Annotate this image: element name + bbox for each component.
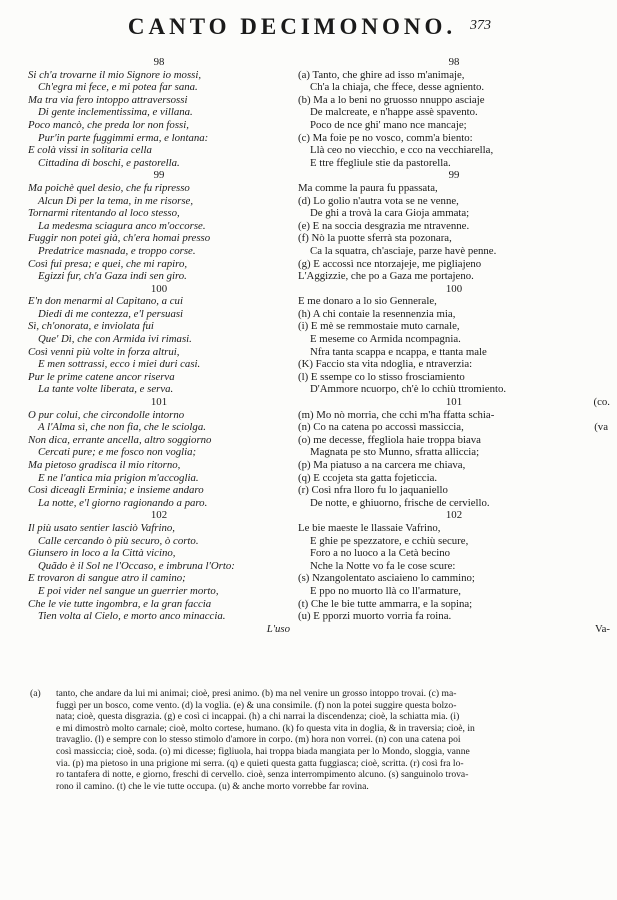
stanza-99 <box>28 169 290 282</box>
stanza-number: 101 <box>445 396 463 409</box>
verse-line: Tornarmi ritentando al loco stesso, <box>28 207 180 220</box>
stanza-102 <box>298 509 610 622</box>
stanza-101 <box>298 396 610 509</box>
verse-line: Giunsero in loco a la Città vicino, <box>28 547 176 560</box>
stanza-102 <box>28 509 290 622</box>
verse-line: Alcun Dì per la tema, in me risorse, <box>38 194 194 207</box>
verse-line: Così fui presa; e quei, che mi rapiro, <box>28 257 188 270</box>
verse-line: (o) me decesse, ffegliola haie troppa biava <box>298 433 481 446</box>
verse-line <box>298 421 610 434</box>
stanza-100 <box>298 283 610 396</box>
verse-line: Pur'in parte fuggimmi erma, e lontana: <box>38 131 209 144</box>
footnote-text: travaglio. (l) e sempre con lo stesso stimolo d'amore in corpo. (m) hora non vorrei. (n) con una catena poi <box>56 734 461 746</box>
footnote-line <box>30 781 614 793</box>
catchword: Va- <box>595 622 610 635</box>
footnote-line <box>30 711 614 723</box>
catchword: L'uso <box>266 622 290 635</box>
footnote-text: via. (p) ma pietoso in una prigione mi serra. (q) e quieti questa gatta fuggiasca; cioè, scritta. (r) così fra lo- <box>56 757 464 769</box>
verse-line: Egizzi fur, ch'a Gaza indi sen giro. <box>38 270 187 283</box>
verse-line: Predatrice masnada, e troppo corse. <box>38 244 196 257</box>
verse-line: E colà vissi in solitaria cella <box>28 144 152 157</box>
verse-line: E'n don menarmi al Capitano, a cui <box>28 295 183 308</box>
footnote-line <box>30 746 614 758</box>
stanza-number: 98 <box>153 56 165 68</box>
stanza-number: 98 <box>448 56 460 68</box>
verse-line-text: (n) Co na catena po accossì massiccia, <box>298 421 464 434</box>
stanza-number: 99 <box>153 169 165 182</box>
footnotes <box>30 688 614 792</box>
verse-line: Poco mancò, che preda lor non fossi, <box>28 118 189 131</box>
footnote-mark: (a) <box>30 688 41 699</box>
verse-line: E men sottrassi, ecco i miei duri casi. <box>38 358 201 371</box>
verse-line: Poco de nce ghi' mano nce mancaje; <box>310 118 467 131</box>
verse-line: Così diceagli Erminia; e insieme andaro <box>28 484 204 497</box>
verse-line: Si ch'a trovarne il mio Signore io mossi, <box>28 68 202 81</box>
italian-column <box>28 56 290 635</box>
verse-line: (c) Ma foie pe no vosco, comm'a biento: <box>298 131 473 144</box>
page-number: 373 <box>470 18 491 33</box>
verse-line: (q) E ccojeta sta gatta fojeticcia. <box>298 471 438 484</box>
stanza-100 <box>28 283 290 396</box>
catchword-row <box>298 623 610 636</box>
verse-line: Llà ceo no viecchio, e cco na vecchiarella, <box>310 144 494 157</box>
verse-line: La tante volte liberata, e serva. <box>38 383 174 396</box>
footnote-text: nata; cioè, questa disgrazia. (g) e così ci incappai. (h) a chi narrai la discendenza; cioè, la schiatta mia. (i) <box>56 711 460 723</box>
stanza-98 <box>298 56 610 169</box>
footnote-line <box>30 700 614 712</box>
verse-line: Magnata pe sto Munno, sfratta alliccia; <box>310 446 480 459</box>
verse-line: E trovaron di sangue atro il camino; <box>28 572 186 585</box>
verse-line: Di gente inclementissima, e villana. <box>38 106 193 119</box>
verse-line: Ma comme la paura fu ppassata, <box>298 181 438 194</box>
footnote-text: tanto, che andare da lui mi animai; cioè, presi animo. (b) ma nel venire un grosso intoppo trovai. (c) ma- <box>56 688 457 699</box>
verse-line: (s) Nzangolentato asciaieno lo cammino; <box>298 572 475 585</box>
verse-line <box>298 409 610 422</box>
verse-line: Nfra tanta scappa e ncappa, e ttanta male <box>310 345 487 358</box>
verse-line: L'Aggizzie, che po a Gaza me portajeno. <box>298 270 474 283</box>
dialect-column <box>298 56 610 635</box>
verse-line: (l) E ssempe co lo stisso frosciamiento <box>298 370 465 383</box>
stanza-number: 102 <box>150 509 168 522</box>
verse-line: Tien volta al Cielo, e morto anco minaccia. <box>38 610 226 623</box>
verse-line: E poi vider nel sangue un guerrier morto, <box>38 584 219 597</box>
turnover-word: (va <box>594 421 608 434</box>
verse-line-text: (m) Mo nò morria, che cchi m'ha ffatta schia- <box>298 408 495 421</box>
verse-line: De malcreate, e n'happe assè spavento. <box>310 106 478 119</box>
running-title: CANTO DECIMONONO. <box>127 14 457 39</box>
verse-line: Fuggir non potei già, ch'era homai presso <box>28 232 211 245</box>
verse-line: Ca la squatra, ch'asciaje, parze havè penne. <box>310 244 497 257</box>
verse-line: (K) Faccio sta vita ndoglia, e ntraverzia: <box>298 358 473 371</box>
verse-line: Che le vie tutte ingombra, e la gran faccia <box>28 597 212 610</box>
verse-line: Così venni più volte in forza altrui, <box>28 345 180 358</box>
verse-line: (h) A chi contaie la resennenzia mia, <box>298 307 456 320</box>
stanza-98 <box>28 56 290 169</box>
verse-line: Ch'a la chiaja, che ffece, desse agniento. <box>310 81 485 94</box>
verse-line: De ghi a trovà la cara Gioja ammata; <box>310 207 470 220</box>
verse-line: Que' Dì, che con Armida ivi rimasi. <box>38 333 192 346</box>
verse-line: Quãdo è il Sol ne l'Occaso, e imbruna l'Orto: <box>38 559 235 572</box>
verse-line: Ma pietoso gradisca il mio ritorno, <box>28 459 181 471</box>
verse-line: (i) E mè se remmostaie muto carnale, <box>298 320 460 333</box>
verse-line: (p) Ma piatuso a na carcera me chiava, <box>298 459 466 471</box>
stanza-99 <box>298 169 610 282</box>
verse-line: De notte, e ghiuorno, frische de cerviello. <box>310 496 490 509</box>
verse-line: Cittadina di boschi, e pastorella. <box>38 156 180 169</box>
footnote-text: rono il camino. (t) che le vie tutte occupa. (u) & anche morto vorrebbe far rovina. <box>56 780 369 792</box>
verse-line: (a) Tanto, che ghire ad isso m'animaje, <box>298 68 465 81</box>
verse-line: Ma tra via fero intoppo attraversossi <box>28 93 188 106</box>
footnote-line <box>30 688 614 700</box>
verse-line: Ch'egra mi fece, e mi potea far sana. <box>38 81 198 94</box>
verse-line: Sì, ch'onorata, e inviolata fui <box>28 320 154 333</box>
verse-line: Le bie maeste le llassaie Vafrino, <box>298 521 441 534</box>
verse-line: A l'Alma sì, che non fia, che le sciolga. <box>38 421 206 434</box>
verse-line: E ppo no muorto llà co ll'armature, <box>310 584 461 597</box>
stanza-number: 102 <box>445 509 463 522</box>
verse-line: Calle cercando ò più securo, ò corto. <box>38 534 199 547</box>
verse-line: Ma poichè quel desio, che fu ripresso <box>28 181 190 194</box>
verse-line: E ghie pe spezzatore, e cchiù secure, <box>310 534 469 547</box>
footnote-line <box>30 723 614 735</box>
verse-line: La medesma sciagura anco m'occorse. <box>38 219 206 232</box>
verse-line: E meseme co Armida ncompagnia. <box>310 333 461 346</box>
verse-line: Cercati pure; e me fosco non voglia; <box>38 446 197 459</box>
stanza-number: 100 <box>445 282 463 295</box>
verse-line: Il più usato sentier lasciò Vafrino, <box>28 521 175 534</box>
catchword-row <box>28 623 290 636</box>
verse-line: (b) Ma a lo beni no gruosso nnuppo asciaje <box>298 93 485 106</box>
verse-line: (e) E na soccia desgrazia me ntravenne. <box>298 219 470 232</box>
verse-line: E ne l'antica mia prigion m'accoglia. <box>38 471 199 484</box>
footnote-text: e mi dimostrò molto carnale; cioè, molto cortese, humano. (k) fo questa vita in doglia, & in traversia; cioè, in <box>56 722 475 734</box>
stanza-101 <box>28 396 290 509</box>
footnote-line <box>30 758 614 770</box>
footnote-line <box>30 769 614 781</box>
catchword: (co. <box>593 396 610 409</box>
footnote-text: ro tantafera di notte, e giorno, freschi di cervello. cioè, senza interrompimento alcuno. (s) sanguinolo trova- <box>56 769 469 781</box>
verse-line: E me donaro a lo sio Gennerale, <box>298 295 437 308</box>
stanza-number: 100 <box>150 282 168 295</box>
footnote-text: così massiccia; cioè, soda. (o) mi dicesse; figliuola, hai troppa biada mangiata per lo Mondo, sloggia, vanne <box>56 745 470 757</box>
page-header <box>0 14 617 44</box>
verse-line: (u) E pporzi muorto vorria fa roina. <box>298 610 452 623</box>
footnote-text: fuggì per un bosco, come vento. (d) la voglia. (e) & una consimile. (f) non la potei suggire questa bolzo- <box>56 699 457 711</box>
verse-line: Nche la Notte vo fa le cose scure: <box>310 559 456 572</box>
verse-line: (r) Così nfra lloro fu lo jaquaniello <box>298 484 448 497</box>
verse-line: O pur colui, che circondolle intorno <box>28 408 185 421</box>
verse-line: D'Ammore ncuorpo, ch'è lo cchiù ttromiento. <box>310 383 507 396</box>
verse-line: (d) Lo golio n'autra vota se ne venne, <box>298 194 459 207</box>
stanza-number: 99 <box>448 169 460 182</box>
verse-line: Diedi di me contezza, e'l persuasi <box>38 307 184 320</box>
stanza-number-row <box>298 396 610 409</box>
verse-line: (g) E accossì nce ntorzajeje, me pigliajeno <box>298 257 482 270</box>
verse-line: Foro a no luoco a la Cetà becino <box>310 547 451 560</box>
verse-line: Pur le prime catene ancor riserva <box>28 370 175 383</box>
verse-line: (t) Che le bie tutte ammarra, e la sopina; <box>298 597 473 610</box>
stanza-number: 101 <box>150 396 168 409</box>
verse-line: E ttre ffegliule stie da pastorella. <box>310 156 451 169</box>
verse-line: La notte, e'l giorno ragionando a paro. <box>38 496 208 509</box>
footnote-line <box>30 734 614 746</box>
verse-line: (f) Nò la puotte sferrà sta pozonara, <box>298 232 452 245</box>
verse-line: Non dica, errante ancella, altro soggiorno <box>28 433 212 446</box>
